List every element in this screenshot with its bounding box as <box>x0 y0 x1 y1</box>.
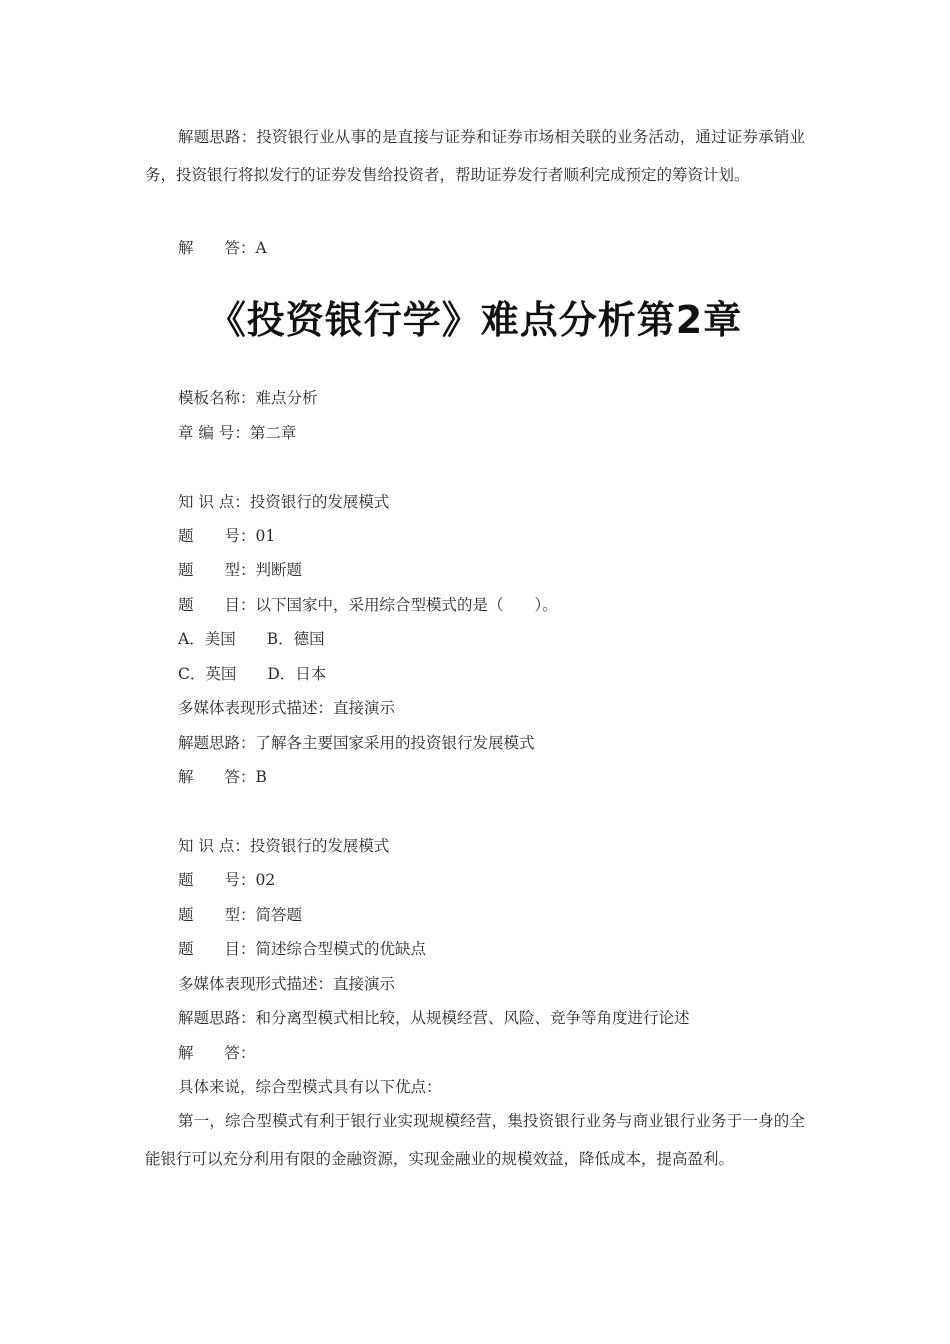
q2-question-text: 题 目：简述综合型模式的优缺点 <box>178 940 427 958</box>
q2-point-1: 第一，综合型模式有利于银行业实现规模经营，集投资银行业务与商业银行业务于一身的全能银行可以充分利用有限的金融资源，实现金融业的规模效益，降低成本，提高盈利。 <box>145 1112 805 1168</box>
template-name: 模板名称：难点分析 <box>178 389 318 407</box>
intro-analysis: 解题思路：投资银行业从事的是直接与证券和证券市场相关联的业务活动，通过证券承销业务，投资银行将拟发行的证券发售给投资者，帮助证券发行者顺利完成预定的筹资计划。 <box>145 128 805 184</box>
intro-answer: 解 答：A <box>178 239 267 257</box>
q1-answer: 解 答：B <box>178 768 267 786</box>
q2-question-type: 题 型：简答题 <box>178 906 303 924</box>
q1-knowledge-point: 知 识 点：投资银行的发展模式 <box>178 493 390 511</box>
q1-options-ab: A．美国 B．德国 <box>178 630 325 648</box>
q1-media-description: 多媒体表现形式描述：直接演示 <box>178 699 396 717</box>
q2-answer-lead: 具体来说，综合型模式具有以下优点： <box>178 1078 442 1096</box>
q1-question-type: 题 型：判断题 <box>178 561 303 579</box>
q2-answer: 解 答： <box>178 1044 256 1062</box>
q2-media-description: 多媒体表现形式描述：直接演示 <box>178 975 396 993</box>
chapter-number: 章 编 号：第二章 <box>178 424 297 442</box>
q1-question-text: 题 目：以下国家中，采用综合型模式的是（ ）。 <box>178 596 558 614</box>
q2-question-number: 题 号：02 <box>178 871 276 889</box>
q1-analysis: 解题思路：了解各主要国家采用的投资银行发展模式 <box>178 734 535 752</box>
q1-options-cd: C．英国 D．日本 <box>178 665 327 683</box>
q1-question-number: 题 号：01 <box>178 527 276 545</box>
q2-knowledge-point: 知 识 点：投资银行的发展模式 <box>178 837 390 855</box>
page-title: 《投资银行学》难点分析第2章 <box>207 298 743 342</box>
q2-analysis: 解题思路：和分离型模式相比较，从规模经营、风险、竞争等角度进行论述 <box>178 1009 690 1027</box>
